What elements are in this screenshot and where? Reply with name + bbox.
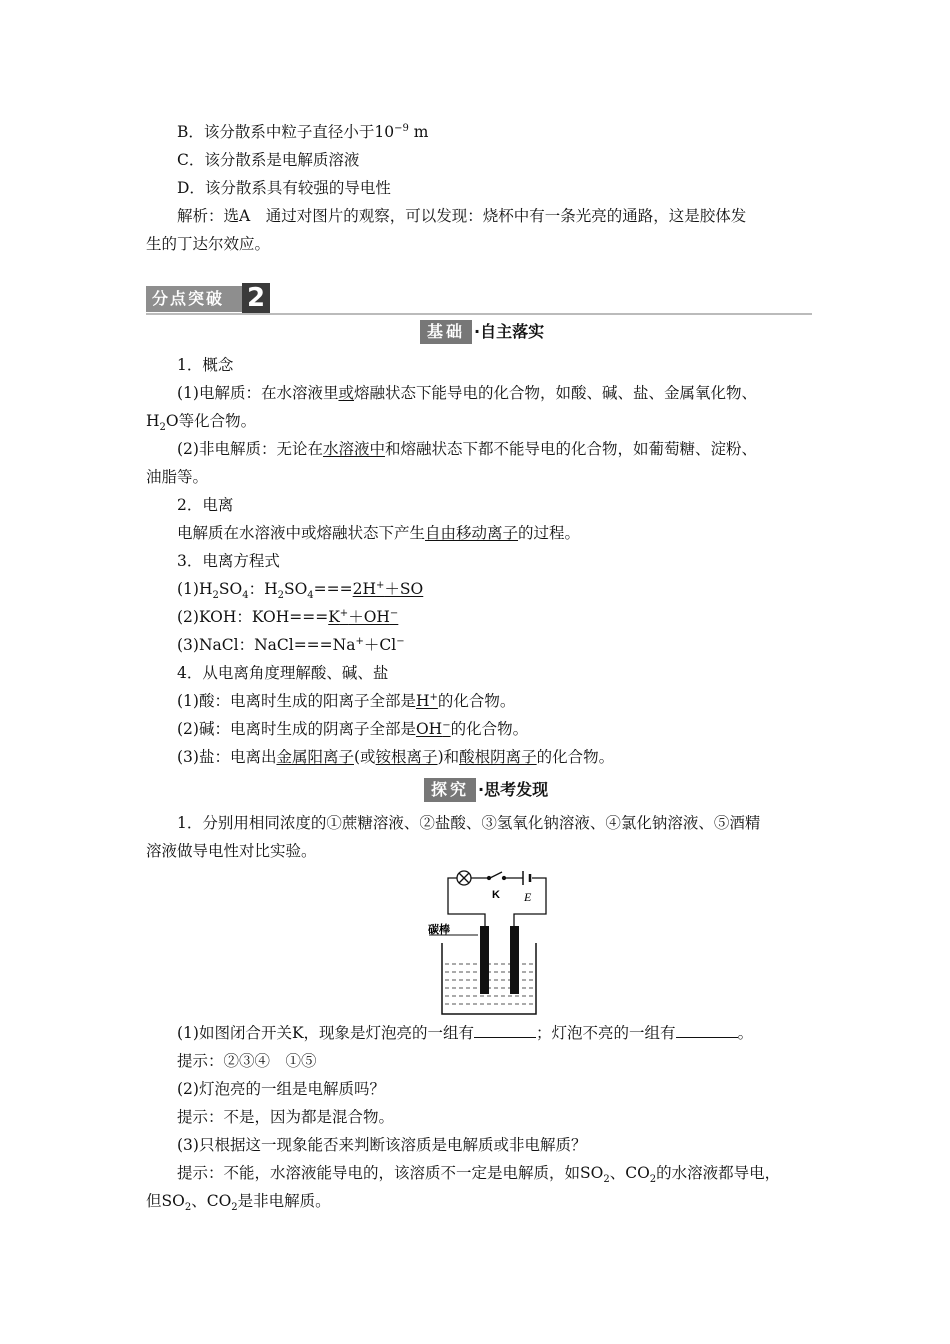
equation-2: (2)KOH：KOH===K+＋OH−: [177, 607, 399, 626]
nonelectrolyte-def-2: 油脂等。: [146, 468, 209, 486]
banner-rule: [146, 313, 812, 315]
conductivity-apparatus-figure: [420, 868, 560, 1018]
analysis-line-1: 解析：选A 通过对图片的观察，可以发现：烧杯中有一条光亮的通路，这是胶体发: [177, 207, 747, 225]
sub-question-2: (2)灯泡亮的一组是电解质吗？: [177, 1080, 385, 1098]
carbon-rod-label: 碳棒: [428, 923, 450, 936]
question-1-line-1: 1．分别用相同浓度的①蔗糖溶液、②盐酸、③氢氧化钠溶液、④氯化钠溶液、⑤酒精: [177, 814, 761, 832]
carbon-rod-left: [480, 926, 489, 994]
sub-question-3: (3)只根据这一现象能否来判断该溶质是电解质或非电解质？: [177, 1136, 587, 1154]
switch-label: K: [492, 889, 500, 901]
banner-number: 2: [242, 283, 270, 313]
analysis-line-2: 生的丁达尔效应。: [146, 235, 271, 253]
heading-concept: 1．概念: [177, 356, 234, 374]
circuit-wire-left: [448, 878, 488, 928]
equation-3: (3)NaCl：NaCl===Na+＋Cl−: [177, 635, 405, 654]
section-banner: [146, 283, 812, 314]
switch-lever: [490, 872, 502, 878]
electrolyte-def-1: (1)电解质：在水溶液里或熔融状态下能导电的化合物，如酸、碱、盐、金属氧化物、: [177, 384, 757, 402]
acid-def: (1)酸：电离时生成的阳离子全部是H+的化合物。: [177, 691, 516, 710]
hint-1: 提示：②③④ ①⑤: [177, 1052, 317, 1070]
hint-3-line-1: 提示：不能，水溶液能导电的，该溶质不一定是电解质，如$SO_2$、$CO_2$的水溶液都导电，: [177, 1164, 781, 1186]
section-header-explore: [424, 778, 548, 802]
section-header-box: 基础: [420, 320, 472, 344]
sub-question-1: (1)如图闭合开关K，现象是灯泡亮的一组有 ；灯泡不亮的一组有 。: [177, 1024, 754, 1042]
equation-1: $(1)H_2SO_4$：$H_2SO_4===2H^++SO$: [177, 579, 424, 602]
section-header-text: ·思考发现: [478, 780, 549, 799]
heading-equations: 3．电离方程式: [177, 552, 280, 570]
option-b: B．该分散系中粒子直径小于$10^{-9}$ m: [177, 122, 429, 141]
section-header-box: 探究: [424, 778, 476, 802]
heading-ionization: 2．电离: [177, 496, 234, 514]
ionization-def: 电解质在水溶液中或熔融状态下产生自由移动离子的过程。: [177, 524, 581, 542]
salt-def: (3)盐：电离出金属阳离子(或铵根离子)和酸根阴离子的化合物。: [177, 748, 615, 766]
answer-blank-1: [474, 1022, 536, 1038]
electrolyte-def-2: $H_2O$等化合物。: [146, 412, 257, 434]
banner-label: 分点突破: [146, 286, 252, 312]
hint-3-line-2: 但$SO_2$、$CO_2$是非电解质。: [146, 1192, 331, 1214]
section-header-basics: [420, 320, 544, 344]
carbon-rod-right: [510, 926, 519, 994]
hint-2: 提示：不是，因为都是混合物。: [177, 1108, 395, 1126]
heading-acid-base-salt: 4．从电离角度理解酸、碱、盐: [177, 664, 389, 682]
section-header-text: ·自主落实: [474, 322, 545, 341]
nonelectrolyte-def-1: (2)非电解质：无论在水溶液中和熔融状态下都不能导电的化合物，如葡萄糖、淀粉、: [177, 440, 757, 458]
battery-label: E: [524, 890, 532, 904]
base-def: (2)碱：电离时生成的阴离子全部是OH−的化合物。: [177, 719, 529, 738]
question-1-line-2: 溶液做导电性对比实验。: [146, 842, 317, 860]
option-c: C．该分散系是电解质溶液: [177, 151, 360, 169]
option-d: D．该分散系具有较强的导电性: [177, 179, 391, 197]
answer-blank-2: [676, 1022, 738, 1038]
